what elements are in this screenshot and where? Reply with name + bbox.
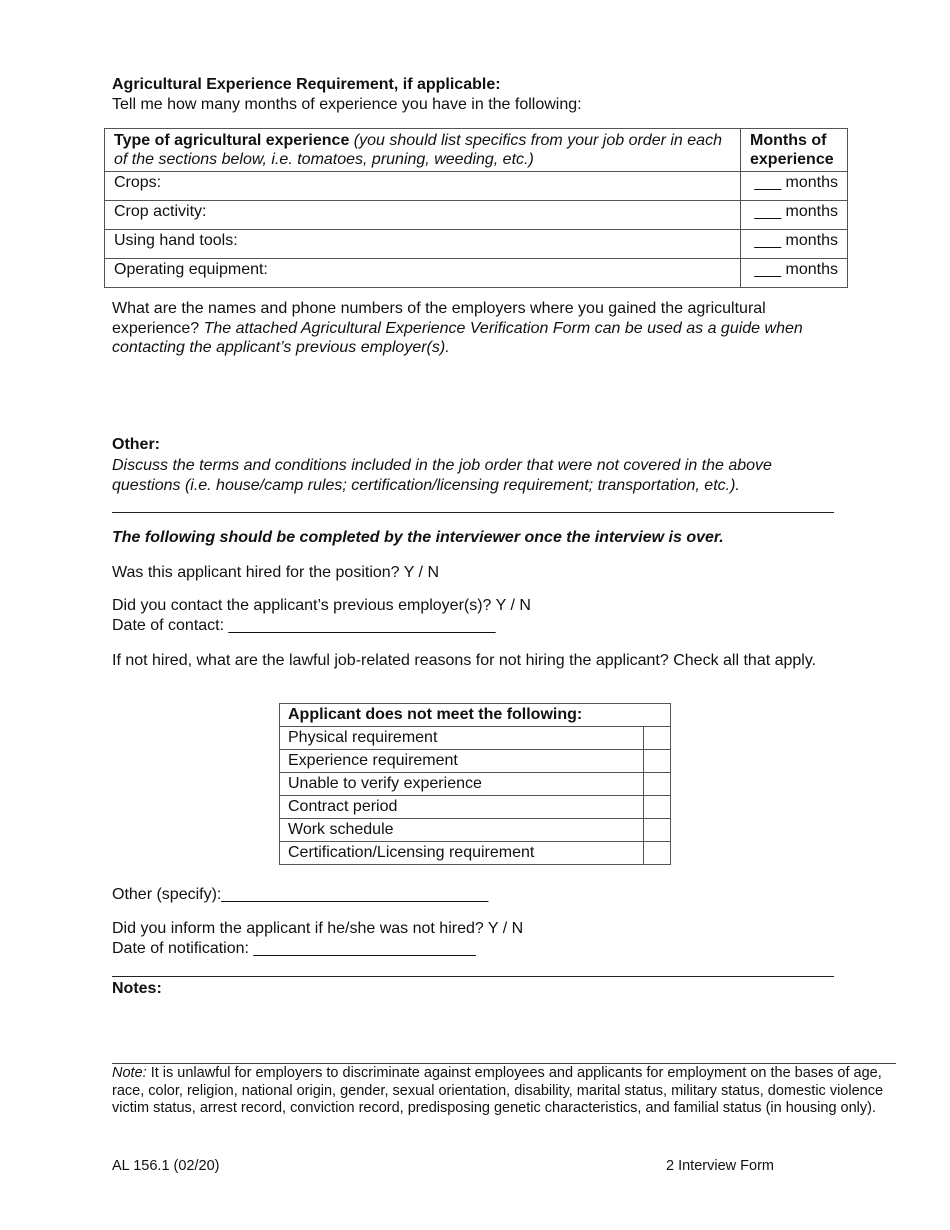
reason-label: Experience requirement: [280, 750, 644, 773]
divider: [112, 1063, 896, 1064]
months-field[interactable]: ___ months: [741, 201, 848, 230]
table-row: [105, 230, 848, 259]
table-row: [105, 172, 848, 201]
date-of-notification-field[interactable]: Date of notification: _________________________: [112, 940, 476, 957]
employers-question-block: [112, 299, 827, 358]
reason-label: Work schedule: [280, 819, 644, 842]
reasons-table-header: [280, 704, 671, 727]
table-row: [105, 201, 848, 230]
months-field[interactable]: ___ months: [741, 259, 848, 288]
table-row: [105, 259, 848, 288]
header-type-bold: Type of agricultural experience: [114, 132, 350, 149]
reason-checkbox[interactable]: [644, 773, 671, 796]
section-intro: Tell me how many months of experience you have in the following:: [112, 96, 582, 113]
experience-table-header: [105, 129, 848, 172]
header-months-cell: Months of experience: [741, 129, 848, 172]
date-of-contact-field[interactable]: Date of contact: ______________________________: [112, 617, 496, 634]
table-row: [280, 727, 671, 750]
divider: [112, 976, 834, 977]
reason-checkbox[interactable]: [644, 727, 671, 750]
other-specify-field[interactable]: Other (specify):______________________________: [112, 886, 489, 903]
row-label: Using hand tools:: [105, 230, 741, 259]
months-field[interactable]: ___ months: [741, 230, 848, 259]
page-label: 2 Interview Form: [666, 1158, 774, 1174]
reason-label: Physical requirement: [280, 727, 644, 750]
table-row: [280, 796, 671, 819]
table-row: [280, 819, 671, 842]
legal-note: [112, 1065, 896, 1118]
reason-checkbox[interactable]: [644, 819, 671, 842]
row-label: Crops:: [105, 172, 741, 201]
divider: [112, 512, 834, 513]
not-hired-question: If not hired, what are the lawful job-related reasons for not hiring the applicant? Check all that apply.: [112, 652, 817, 669]
header-type-cell: [105, 129, 741, 172]
form-id: AL 156.1 (02/20): [112, 1158, 220, 1174]
reasons-table: [279, 703, 671, 865]
reason-label: Certification/Licensing requirement: [280, 842, 644, 865]
reasons-header: Applicant does not meet the following:: [280, 704, 671, 727]
table-row: [280, 750, 671, 773]
notes-label: Notes:: [112, 980, 162, 997]
reason-checkbox[interactable]: [644, 750, 671, 773]
interviewer-heading: The following should be completed by the interviewer once the interview is over.: [112, 529, 724, 546]
reason-label: Contract period: [280, 796, 644, 819]
table-row: [280, 773, 671, 796]
experience-table: [104, 128, 848, 288]
other-title: Other:: [112, 436, 160, 453]
header-type-italic: (you should list specifics from your job order in each of the sections below, i.e. tomatoes, pruning, weeding, etc.): [114, 132, 722, 168]
row-label: Crop activity:: [105, 201, 741, 230]
other-text: Discuss the terms and conditions included in the job order that were not covered in the above questions (i.e. house/camp rules; certification/licensing requirement; transportation, etc.).: [112, 457, 772, 494]
table-row: [280, 842, 671, 865]
employers-question: What are the names and phone numbers of the employers where you gained the agricultural experience?: [112, 300, 766, 337]
reason-checkbox[interactable]: [644, 842, 671, 865]
section-title-agricultural-experience: Agricultural Experience Requirement, if applicable:: [112, 76, 501, 93]
hired-question: Was this applicant hired for the position? Y / N: [112, 564, 439, 581]
contact-question: Did you contact the applicant’s previous employer(s)? Y / N: [112, 597, 531, 614]
reason-label: Unable to verify experience: [280, 773, 644, 796]
legal-note-text: It is unlawful for employers to discriminate against employees and applicants for employment on the bases of age, race, color, religion, national origin, gender, sexual orientation, disability, marital status, military status, domestic violence victim status, arrest record, conviction record, predisposing genetic characteristics, and familial status (in housing only).: [112, 1065, 884, 1116]
months-field[interactable]: ___ months: [741, 172, 848, 201]
reason-checkbox[interactable]: [644, 796, 671, 819]
employers-note: The attached Agricultural Experience Verification Form can be used as a guide when contacting the applicant’s previous employer(s).: [112, 319, 803, 356]
legal-note-label: Note:: [112, 1065, 147, 1081]
inform-question: Did you inform the applicant if he/she was not hired? Y / N: [112, 920, 524, 937]
row-label: Operating equipment:: [105, 259, 741, 288]
